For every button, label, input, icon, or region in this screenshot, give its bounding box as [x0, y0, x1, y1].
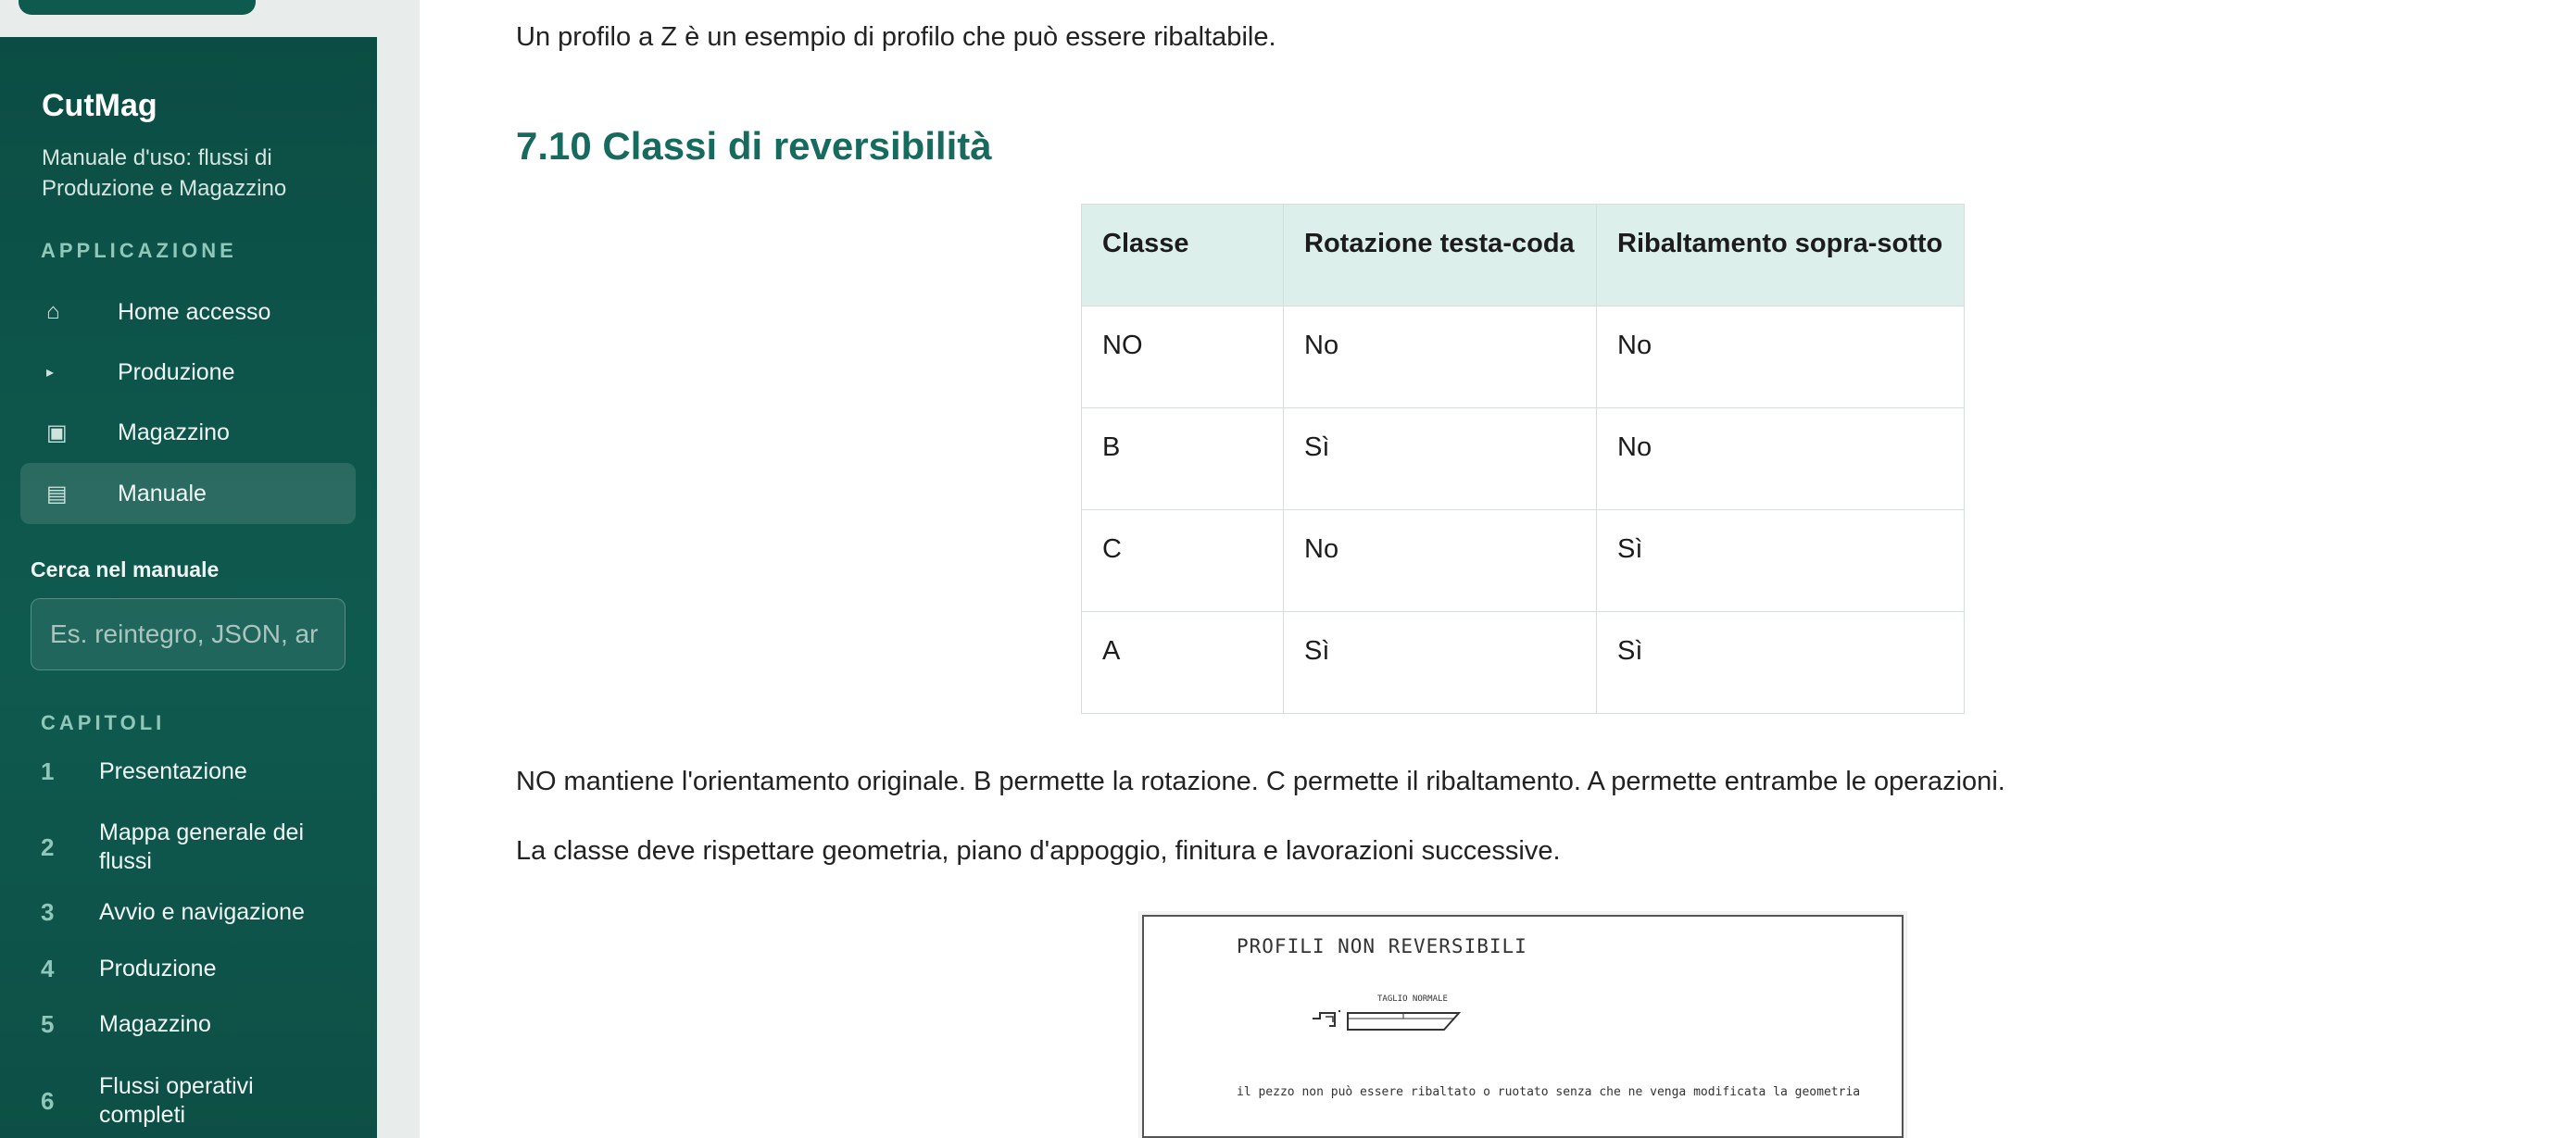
nav-item-magazzino[interactable] — [20, 402, 356, 463]
nav-label: Magazzino — [118, 419, 230, 445]
profile-figure — [1142, 915, 1904, 1138]
chapter-title: Presentazione — [99, 758, 247, 784]
nav-item-manuale[interactable] — [20, 463, 356, 524]
main-content — [420, 0, 2576, 1138]
box-icon: ▣ — [46, 419, 68, 445]
brand-subtitle: Manuale d'uso: flussi di Produzione e Magazzino — [42, 145, 287, 201]
reversibility-table — [1081, 204, 1965, 714]
chapter-number: 1 — [41, 757, 55, 785]
table-cell: Sì — [1597, 612, 1965, 714]
table-cell: Sì — [1597, 510, 1965, 612]
nav-label: Manuale — [118, 480, 207, 506]
column-header: Rotazione testa-coda — [1284, 205, 1597, 306]
top-tab — [19, 0, 256, 15]
chapter-item[interactable] — [41, 819, 356, 876]
section-label-applicazione: APPLICAZIONE — [41, 239, 237, 262]
nav-item-home[interactable] — [20, 281, 356, 343]
table-row — [1082, 510, 1965, 612]
chapter-item[interactable] — [41, 1072, 356, 1130]
table-cell: Sì — [1284, 612, 1597, 714]
home-icon: ⌂ — [46, 299, 60, 324]
intro-paragraph: Un profilo a Z è un esempio di profilo che può essere ribaltabile. — [516, 22, 1276, 52]
table-cell: Sì — [1284, 408, 1597, 510]
table-cell: NO — [1082, 306, 1284, 408]
classes-description: NO mantiene l'orientamento originale. B permette la rotazione. C permette il ribaltamento. A permette entrambe le operazioni. — [516, 767, 2005, 796]
profile-drawing — [1311, 1006, 1468, 1033]
chapter-title: Produzione — [99, 956, 217, 982]
search-box — [31, 598, 346, 670]
table-row — [1082, 306, 1965, 408]
figure-caption: il pezzo non può essere ribaltato o ruotato senza che ne venga modificata la geometria — [1237, 1085, 1861, 1099]
play-icon: ▸ — [46, 365, 55, 381]
column-header: Ribaltamento sopra-sotto — [1597, 205, 1965, 306]
column-header: Classe — [1082, 205, 1284, 306]
table-row — [1082, 408, 1965, 510]
chapter-number: 3 — [41, 898, 55, 926]
search-input[interactable] — [31, 599, 345, 669]
chapter-number: 6 — [41, 1086, 55, 1115]
chapter-number: 4 — [41, 955, 55, 982]
table-header-row — [1082, 205, 1965, 306]
table-cell: C — [1082, 510, 1284, 612]
chapter-title: Mappa generale dei flussi — [99, 819, 304, 874]
chapter-title: Flussi operativi completi — [99, 1073, 254, 1128]
chapter-item[interactable] — [41, 1010, 356, 1039]
chapter-item[interactable] — [41, 757, 356, 786]
chapter-title: Avvio e navigazione — [99, 899, 305, 925]
sidebar — [0, 37, 377, 1138]
nav-label: Home accesso — [118, 298, 271, 325]
chapter-item[interactable] — [41, 955, 356, 983]
search-label: Cerca nel manuale — [31, 557, 220, 582]
chapter-number: 2 — [41, 832, 55, 861]
nav-item-produzione[interactable] — [20, 342, 356, 403]
table-cell: No — [1284, 306, 1597, 408]
table-cell: B — [1082, 408, 1284, 510]
book-icon: ▤ — [46, 481, 68, 506]
chapter-number: 5 — [41, 1010, 55, 1038]
nav-label: Produzione — [118, 358, 235, 385]
table-cell: A — [1082, 612, 1284, 714]
table-cell: No — [1284, 510, 1597, 612]
brand-name[interactable]: CutMag — [42, 88, 157, 123]
classes-note: La classe deve rispettare geometria, piano d'appoggio, finitura e lavorazioni successive. — [516, 836, 1561, 866]
chapter-title: Magazzino — [99, 1011, 211, 1037]
section-heading: 7.10 Classi di reversibilità — [516, 124, 992, 168]
table-cell: No — [1597, 408, 1965, 510]
chapter-item[interactable] — [41, 898, 356, 927]
table-row — [1082, 612, 1965, 714]
section-label-capitoli: CAPITOLI — [41, 711, 166, 734]
figure-small-label: TAGLIO NORMALE — [1377, 994, 1448, 1004]
figure-title: PROFILI NON REVERSIBILI — [1237, 935, 1527, 957]
table-cell: No — [1597, 306, 1965, 408]
